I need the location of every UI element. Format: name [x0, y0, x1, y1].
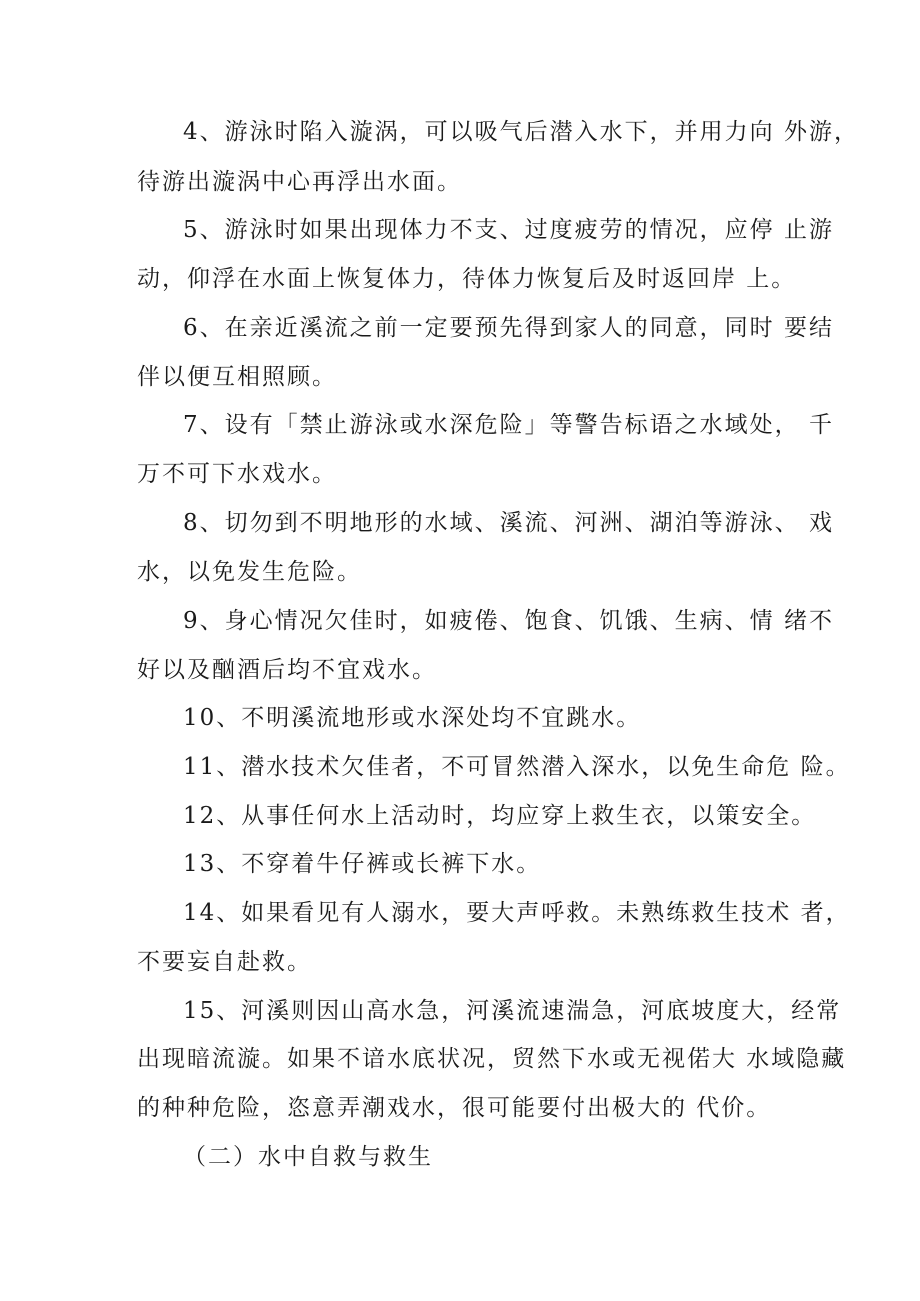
text-line-item9-a: 9、身心情况欠佳时，如疲倦、饱食、饥饿、生病、情 绪不 [183, 608, 834, 634]
section-heading: （二）水中自救与救生 [183, 1144, 433, 1170]
text-line-item6-b: 伴以便互相照顾。 [137, 364, 337, 390]
text-line-item8-b: 水，以免发生危险。 [137, 559, 362, 585]
text-line-item15-c: 的种种危险，恣意弄潮戏水，很可能要付出极大的 代价。 [137, 1095, 772, 1121]
text-line-item15-a: 15、河溪则因山高水急，河溪流速湍急，河底坡度大，经常 [183, 998, 842, 1024]
text-line-item10: 10、不明溪流地形或水深处均不宜跳水。 [183, 705, 642, 731]
text-line-item4-a: 4、游泳时陷入漩涡，可以吸气后潜入水下，并用力向 外游， [183, 119, 859, 145]
text-line-item6-a: 6、在亲近溪流之前一定要预先得到家人的同意，同时 要结 [183, 315, 834, 341]
text-line-item7-b: 万不可下水戏水。 [137, 461, 337, 487]
text-line-item11: 11、潜水技术欠佳者，不可冒然潜入深水，以免生命危 险。 [183, 754, 851, 780]
text-line-item5-a: 5、游泳时如果出现体力不支、过度疲劳的情况，应停 止游 [183, 217, 834, 243]
text-line-item5-b: 动，仰浮在水面上恢复体力，待体力恢复后及时返回岸 上。 [137, 266, 797, 292]
text-line-item4-b: 待游出漩涡中心再浮出水面。 [137, 169, 462, 195]
text-line-item8-a: 8、切勿到不明地形的水域、溪流、河洲、湖泊等游泳、 戏 [183, 510, 834, 536]
text-line-item7-a: 7、设有「禁止游泳或水深危险」等警告标语之水域处， 千 [183, 412, 834, 438]
text-line-item13: 13、不穿着牛仔裤或长裤下水。 [183, 851, 542, 877]
text-line-item14-a: 14、如果看见有人溺水，要大声呼救。未熟练救生技术 者， [183, 900, 851, 926]
text-line-item12: 12、从事任何水上活动时，均应穿上救生衣，以策安全。 [183, 803, 817, 829]
text-line-item9-b: 好以及酗酒后均不宜戏水。 [137, 657, 437, 683]
text-line-item14-b: 不要妄自赴救。 [137, 949, 312, 975]
text-line-item15-b: 出现暗流漩。如果不谙水底状况，贸然下水或无视偌大 水域隐藏 [137, 1046, 847, 1072]
